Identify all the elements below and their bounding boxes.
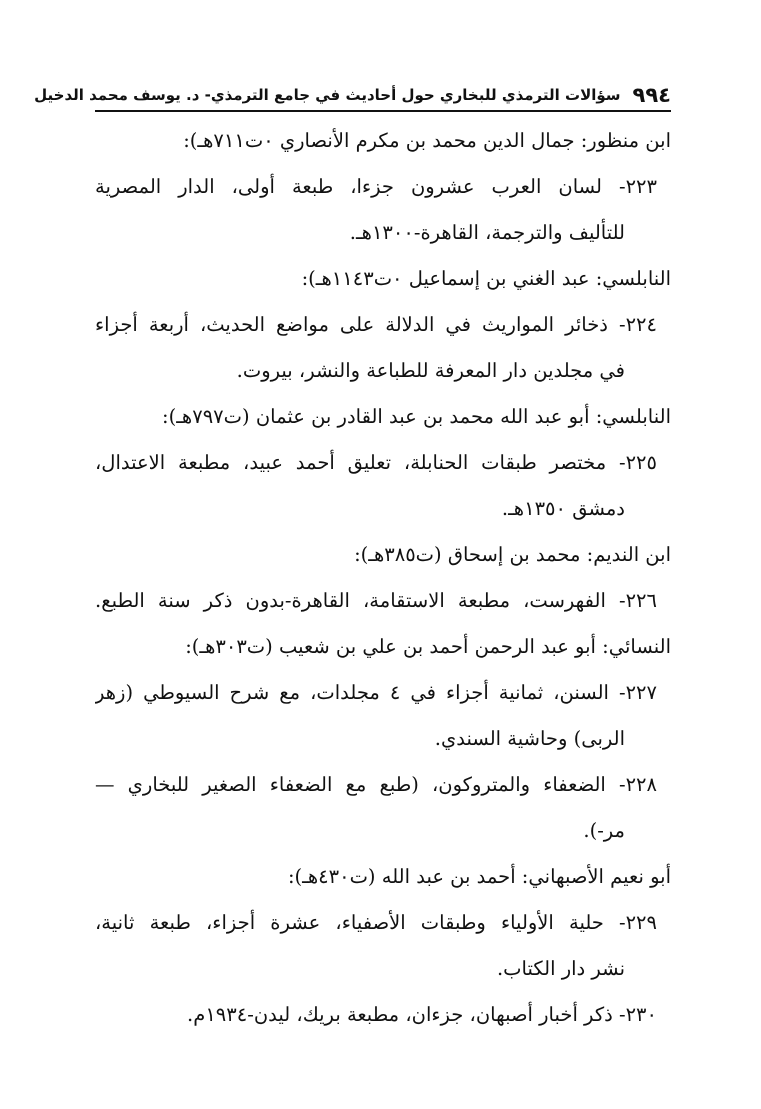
bibliography-entry-225-continuation: دمشق ١٣٥٠هـ.	[501, 497, 625, 520]
bibliography-list	[95, 118, 671, 1038]
author-heading-nabulsi-abd-alghani: النابلسي: عبد الغني بن إسماعيل ٠ت١١٤٣هـ):	[301, 267, 671, 290]
bibliography-entry-224: ٢٢٤- ذخائر المواريث في الدلالة على مواضع الحديث، أربعة أجزاء	[95, 313, 657, 336]
page-number: ٩٩٤	[632, 83, 671, 107]
bibliography-entry-227-continuation: الربى) وحاشية السندي.	[434, 727, 625, 750]
header-rule	[95, 110, 671, 112]
author-heading-ibn-manzur: ابن منظور: جمال الدين محمد بن مكرم الأنصاري ٠ت٧١١هـ):	[183, 129, 671, 152]
page-header	[34, 78, 671, 108]
bibliography-entry-223-continuation: للتأليف والترجمة، القاهرة-١٣٠٠هـ.	[349, 221, 625, 244]
bibliography-entry-228: ٢٢٨- الضعفاء والمتروكون، (طبع مع الضعفاء الصغير للبخاري —	[95, 773, 657, 796]
bibliography-entry-226: ٢٢٦- الفهرست، مطبعة الاستقامة، القاهرة-بدون ذكر سنة الطبع.	[95, 589, 657, 612]
bibliography-entry-223: ٢٢٣- لسان العرب عشرون جزءا، طبعة أولى، الدار المصرية	[95, 175, 657, 198]
bibliography-entry-230: ٢٣٠- ذكر أخبار أصبهان، جزءان، مطبعة بريك، ليدن-١٩٣٤م.	[187, 1003, 657, 1026]
author-heading-nasai: النسائي: أبو عبد الرحمن أحمد بن علي بن شعيب (ت٣٠٣هـ):	[185, 635, 671, 658]
bibliography-entry-225: ٢٢٥- مختصر طبقات الحنابلة، تعليق أحمد عبيد، مطبعة الاعتدال،	[95, 451, 657, 474]
bibliography-entry-227: ٢٢٧- السنن، ثمانية أجزاء في ٤ مجلدات، مع شرح السيوطي (زهر	[95, 681, 657, 704]
author-heading-abu-nuaym: أبو نعيم الأصبهاني: أحمد بن عبد الله (ت٤٣٠هـ):	[287, 865, 671, 888]
author-heading-ibn-alnadim: ابن النديم: محمد بن إسحاق (ت٣٨٥هـ):	[354, 543, 671, 566]
bibliography-entry-228-continuation: مر-).	[583, 819, 625, 842]
running-title: سؤالات الترمذي للبخاري حول أحاديث في جامع الترمذي- د. يوسف محمد الدخيل	[34, 86, 621, 104]
author-heading-nabulsi-abu-abdullah: النابلسي: أبو عبد الله محمد بن عبد القادر بن عثمان (ت٧٩٧هـ):	[162, 405, 671, 428]
bibliography-entry-229-continuation: نشر دار الكتاب.	[496, 957, 625, 980]
bibliography-entry-229: ٢٢٩- حلية الأولياء وطبقات الأصفياء، عشرة أجزاء، طبعة ثانية،	[95, 911, 657, 934]
bibliography-entry-224-continuation: في مجلدين دار المعرفة للطباعة والنشر، بيروت.	[236, 359, 625, 382]
